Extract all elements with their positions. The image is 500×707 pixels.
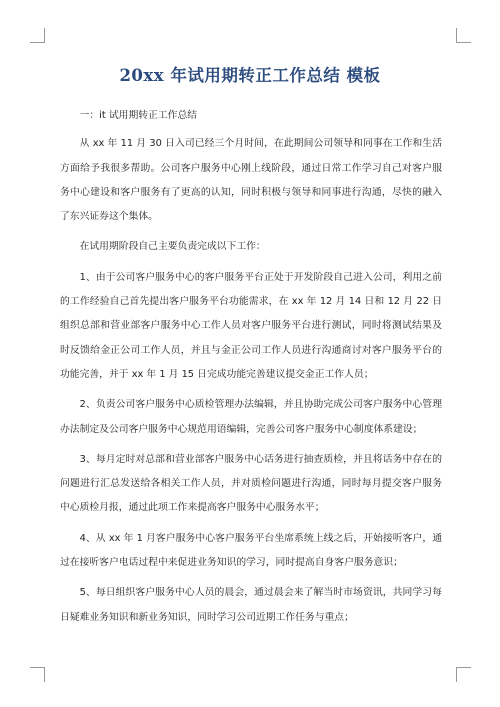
crop-mark-bottom-left — [30, 667, 45, 682]
section-heading: 一：it 试用期转正工作总结 — [79, 110, 198, 121]
work-item-1: 1、由于公司客户服务中心的客户服务平台正处于开发阶段自己进入公司，利用之前的工作经验自己首先提出客户服务平台功能需求，在 xx 年 12 月 14 日和 12 月 22 日组织总部和营业部客户服务中心工作人员对客户服务平台进行测试，同时将测试结果及时反馈给金正公司工作人员，并且与金正公司工作人员进行沟通商讨对客户服务平台的功能完善，并于 xx 年 1 月 15 日完成功能完善建议提交金正工作人员； — [60, 271, 442, 380]
work-item-4: 4、从 xx 年 1 月客户服务中心客户服务平台坐席系统上线之后，开始接听客户，通过在接听客户电话过程中来促进业务知识的学习，同时提高自身客户服务意识； — [60, 532, 442, 569]
work-item-2: 2、负责公司客户服务中心质检管理办法编辑，并且协助完成公司客户服务中心管理办法制定及公司客户服务中心规范用语编辑，完善公司客户服务中心制度体系建设； — [60, 399, 442, 435]
work-item-5: 5、每日组织客户服务中心人员的晨会，通过晨会来了解当时市场资讯，共同学习每日疑难业务知识和新业务知识，同时学习公司近期工作任务与重点； — [60, 587, 442, 623]
intro-paragraph: 从 xx 年 11 月 30 日入司已经三个月时间，在此期间公司领导和同事在工作和生活方面给予我很多帮助。公司客户服务中心刚上线阶段，通过日常工作学习自己对客户服务中心建设和客户服务有了更高的认知，同时积极与领导和同事进行沟通，尽快的融入了东兴证券这个集体。 — [60, 138, 442, 223]
crop-mark-top-right — [456, 28, 471, 43]
document-body — [60, 104, 442, 636]
work-item-3: 3、每月定时对总部和营业部客户服务中心话务进行抽查质检，并且将话务中存在的问题进行汇总发送给各相关工作人员，并对质检问题进行沟通，同时每月提交客户服务中心质检月报，通过此项工作来提高客户服务中心服务水平； — [60, 453, 442, 514]
crop-mark-top-left — [30, 28, 45, 43]
document-title: 20xx 年试用期转正工作总结 模板 — [119, 66, 381, 85]
work-list-intro: 在试用期阶段自己主要负责完成以下工作： — [79, 241, 266, 253]
crop-mark-bottom-right — [456, 667, 471, 682]
